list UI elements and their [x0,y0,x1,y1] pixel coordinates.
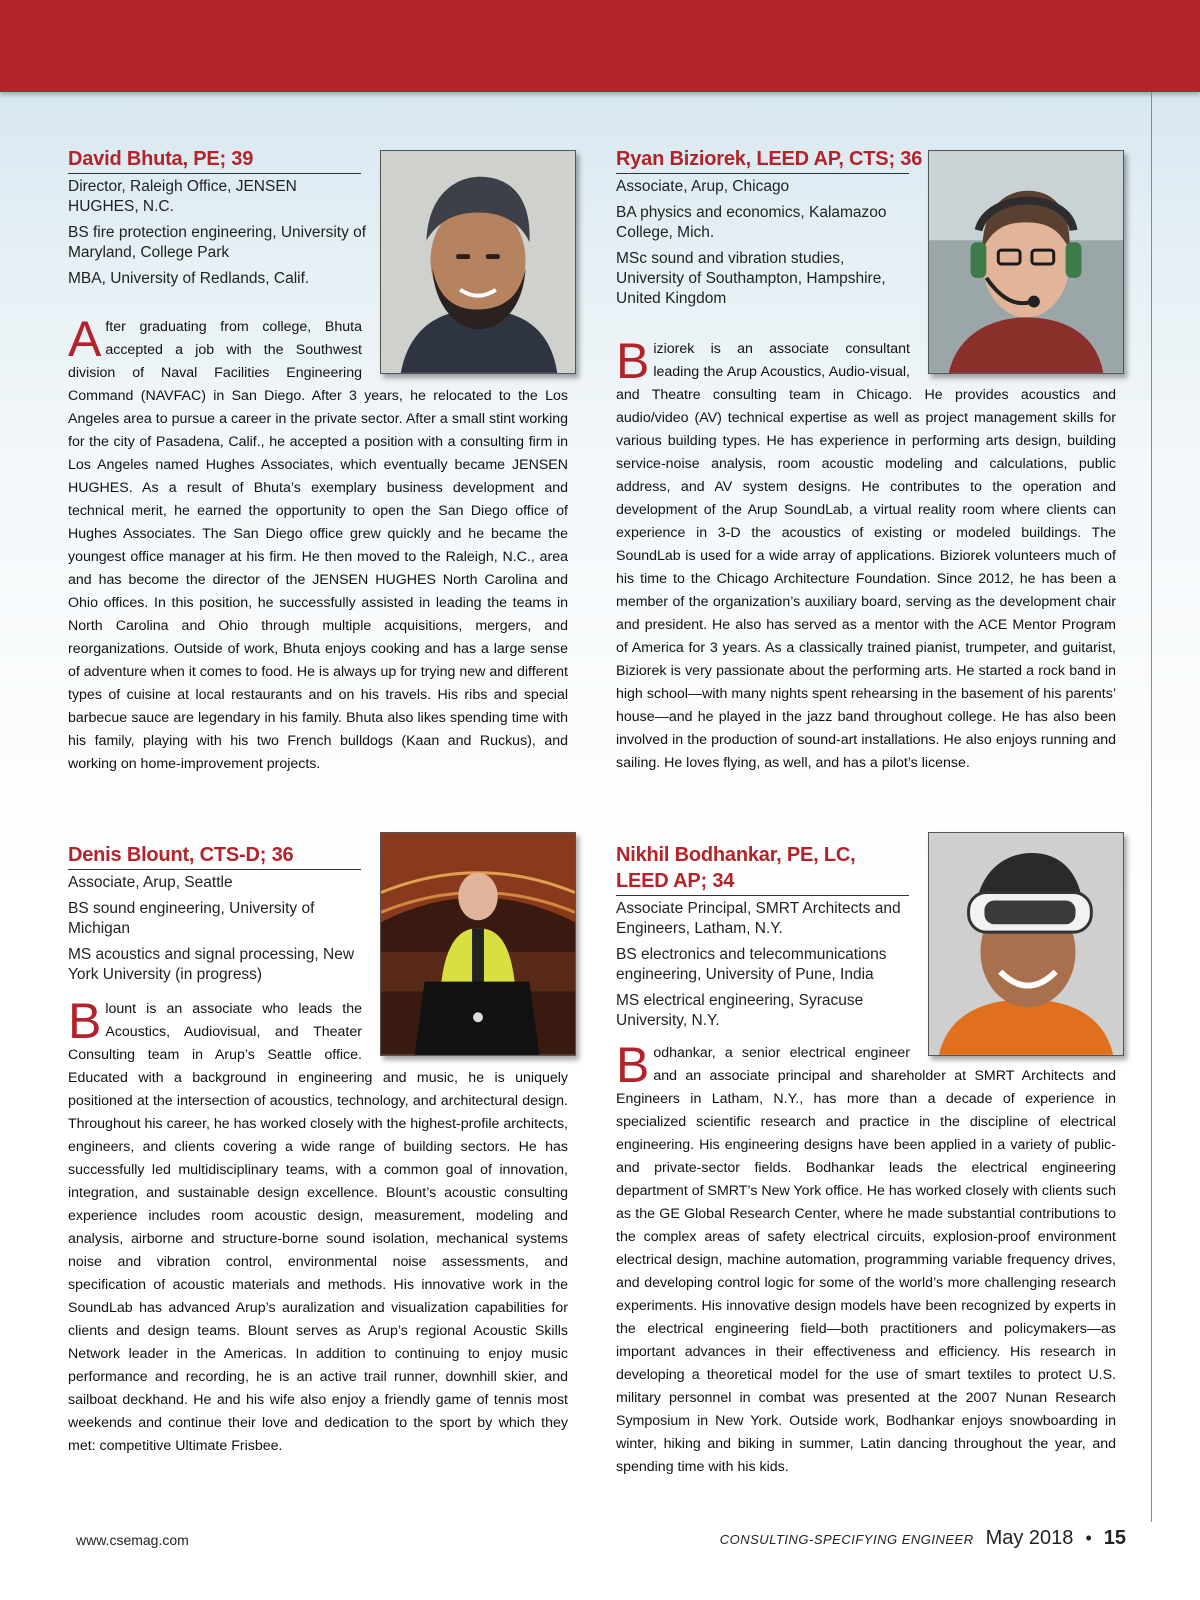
profile-education: BS electronics and telecommunications engineering, University of Pune, India [616,946,887,983]
profile-education: BS fire protection engineering, University of Maryland, College Park [68,224,367,261]
profile-education: MSc sound and vibration studies, University of Southampton, Hampshire, United Kingdom [616,250,886,307]
profile-bio [68,993,568,1458]
profile-title: Director, Raleigh Office, JENSEN HUGHES, N.C. [68,178,297,215]
header-bar [0,0,1200,92]
photo-wrap-spacer [910,338,1116,380]
drop-cap: B [616,333,650,389]
profile-education: BA physics and economics, Kalamazoo College, Mich. [616,204,887,241]
profile-name: Denis Blount, CTS-D; 36 [68,844,294,866]
profile-bio [616,333,1116,775]
name-divider [68,869,361,870]
name-divider [68,173,361,174]
portrait-photo [928,832,1124,1056]
profile-biziorek [616,146,1116,771]
name-divider [616,173,909,174]
footer-date: May 2018 [985,1527,1074,1549]
profile-title: Associate, Arup, Seattle [68,874,233,891]
footer-separator: • [1085,1528,1092,1548]
photo-wrap-spacer [910,1042,1116,1062]
photo-wrap-spacer [362,316,568,380]
profile-bio [616,1037,1116,1479]
profile-name: David Bhuta, PE; 39 [68,148,254,170]
profile-blount [68,842,568,1454]
drop-cap: B [616,1037,650,1093]
bio-text: iziorek is an associate consultant leading the Arup Acoustics, Audio-visual, and Theatre consulting team in Chicago. He provides acoustics and audio/video (AV) technical expertise as well as project management skills for various building types. He has experience in performing arts design, building service-noise analysis, room acoustic modeling and calculations, public address, and AV system designs. He contributes to the operation and development of the Arup SoundLab, a virtual reality room where clients can experience in 3-D the acoustics of existing or modeled buildings. The SoundLab is used for a wide array of applications. Biziorek volunteers much of his time to the Chicago Architecture Foundation. Since 2012, he has been a member of the organization’s auxiliary board, serving as the development chair and president. He also has served as a mentor with the ACE Mentor Program of America for 3 years. As a classically trained pianist, trumpeter, and guitarist, Biziorek is very passionate about the performing arts. He started a rock band in high school—with many nights spent rehearsing in the basement of his parents’ house—and he played in the jazz band throughout college. He has also been involved in the production of sound-art installations. He also enjoys running and sailing. He loves flying, as well, and has a pilot’s license. [616,341,1116,771]
profile-title: Associate Principal, SMRT Architects and Engineers, Latham, N.Y. [616,900,901,937]
profile-education: MS electrical engineering, Syracuse University, N.Y. [616,992,864,1029]
page-number: 15 [1103,1527,1126,1549]
bio-text: fter graduating from college, Bhuta accepted a job with the Southwest division of Naval Facilities Engineering Command (NAVFAC) in San Diego. After 3 years, he relocated to the Los Angeles area to pursue a career in the private sector. After a small stint working for the city of Pasadena, Calif., he accepted a position with a consulting firm in Los Angeles named Hughes Associates, which eventually became JENSEN HUGHES. As a result of Bhuta’s exemplary business development and technical merit, he earned the opportunity to open the San Diego office of Hughes Associates. The San Diego office grew quickly and he became the youngest office manager at his firm. He then moved to the Raleigh, N.C., area and has become the director of the JENSEN HUGHES North Carolina and Ohio offices. In this position, he successfully assisted in leading the teams in North Carolina and Ohio through multiple acquisitions, mergers, and reorganizations. Outside of work, Bhuta enjoys cooking and has a large sense of adventure when it comes to food. He is always up for trying new and different types of cuisine at local restaurants and on his travels. His ribs and special barbecue sauce are legendary in his family. Bhuta also likes spending time with his family, playing with his two French bulldogs (Kaan and Ruckus), and working on home-improvement projects. [68,319,568,772]
profile-title: Associate, Arup, Chicago [616,178,790,195]
profile-education: BS sound engineering, University of Michigan [68,900,315,937]
profile-name: Ryan Biziorek, LEED AP, CTS; 36 [616,148,923,170]
footer-folio [720,1527,1126,1550]
profile-bhuta [68,146,568,772]
bio-text: odhankar, a senior electrical engineer and an associate principal and shareholder at SMRT Architects and Engineers in Latham, N.Y., has more than a decade of experience in specialized scientific research and practice in the discipline of electrical engineering. His engineering designs have been applied in a variety of public- and private-sector fields. Bodhankar leads the electrical engineering department of SMRT’s New York office. He has worked closely with clients such as the GE Global Research Center, where he made substantial contributions to the complex areas of safety electrical circuits, explosion-proof environment electrical design, machine automation, programming variable frequency drives, and developing control logic for some of the world’s more challenging research experiments. His innovative design models have been recognized by experts in the electrical engineering field—both practitioners and policymakers—as important advances in their effectiveness and efficiency. His research in developing a theoretical model for the use of smart textiles to protect U.S. military personnel in combat was presented at the 2007 Nunan Research Symposium in New York. Outside work, Bodhankar enjoys snowboarding in winter, hiking and biking in summer, Latin dancing throughout the year, and spending time with his kids. [616,1045,1116,1475]
page-edge-rule [1151,92,1152,1522]
portrait-illustration [929,833,1123,1055]
profile-bodhankar [616,842,1116,1475]
footer-website[interactable]: www.csemag.com [76,1532,189,1548]
footer-magazine-name: CONSULTING-SPECIFYING ENGINEER [719,1532,974,1547]
name-divider [616,895,909,896]
profile-bio [68,311,568,776]
profile-name: Nikhil Bodhankar, PE, LC, LEED AP; 34 [616,844,856,892]
photo-wrap-spacer [362,998,568,1062]
profile-education: MBA, University of Redlands, Calif. [68,270,310,287]
profile-education: MS acoustics and signal processing, New York University (in progress) [68,946,355,983]
drop-cap: A [68,311,102,367]
drop-cap: B [68,993,102,1049]
bio-text: lount is an associate who leads the Acoustics, Audiovisual, and Theater Consulting team in Arup’s Seattle office. Educated with a background in engineering and music, he is uniquely positioned at the intersection of acoustics, technology, and architectural design. Throughout his career, he has worked closely with the highest-profile architects, engineers, and clients covering a wide range of building sectors. He has successfully led multidisciplinary teams, with a common goal of innovation, integration, and sustainable design excellence. Blount’s acoustic consulting experience includes room acoustic design, measurement, modeling and analysis, airborne and structure-borne sound isolation, mechanical systems noise and vibration control, environmental noise assessments, and specification of acoustic materials and methods. His innovative work in the SoundLab has advanced Arup’s auralization and visualization capabilities for clients and design teams. Blount serves as Arup’s regional Acoustic Skills Network leader in the Americas. In addition to continuing to enjoy music performance and recording, he is an active trail runner, downhill skier, and sailboat deckhand. He and his wife also enjoy a friendly game of tennis most weekends and continue their love and dedication to the sport by which they met: competitive Ultimate Frisbee. [68,1001,568,1454]
